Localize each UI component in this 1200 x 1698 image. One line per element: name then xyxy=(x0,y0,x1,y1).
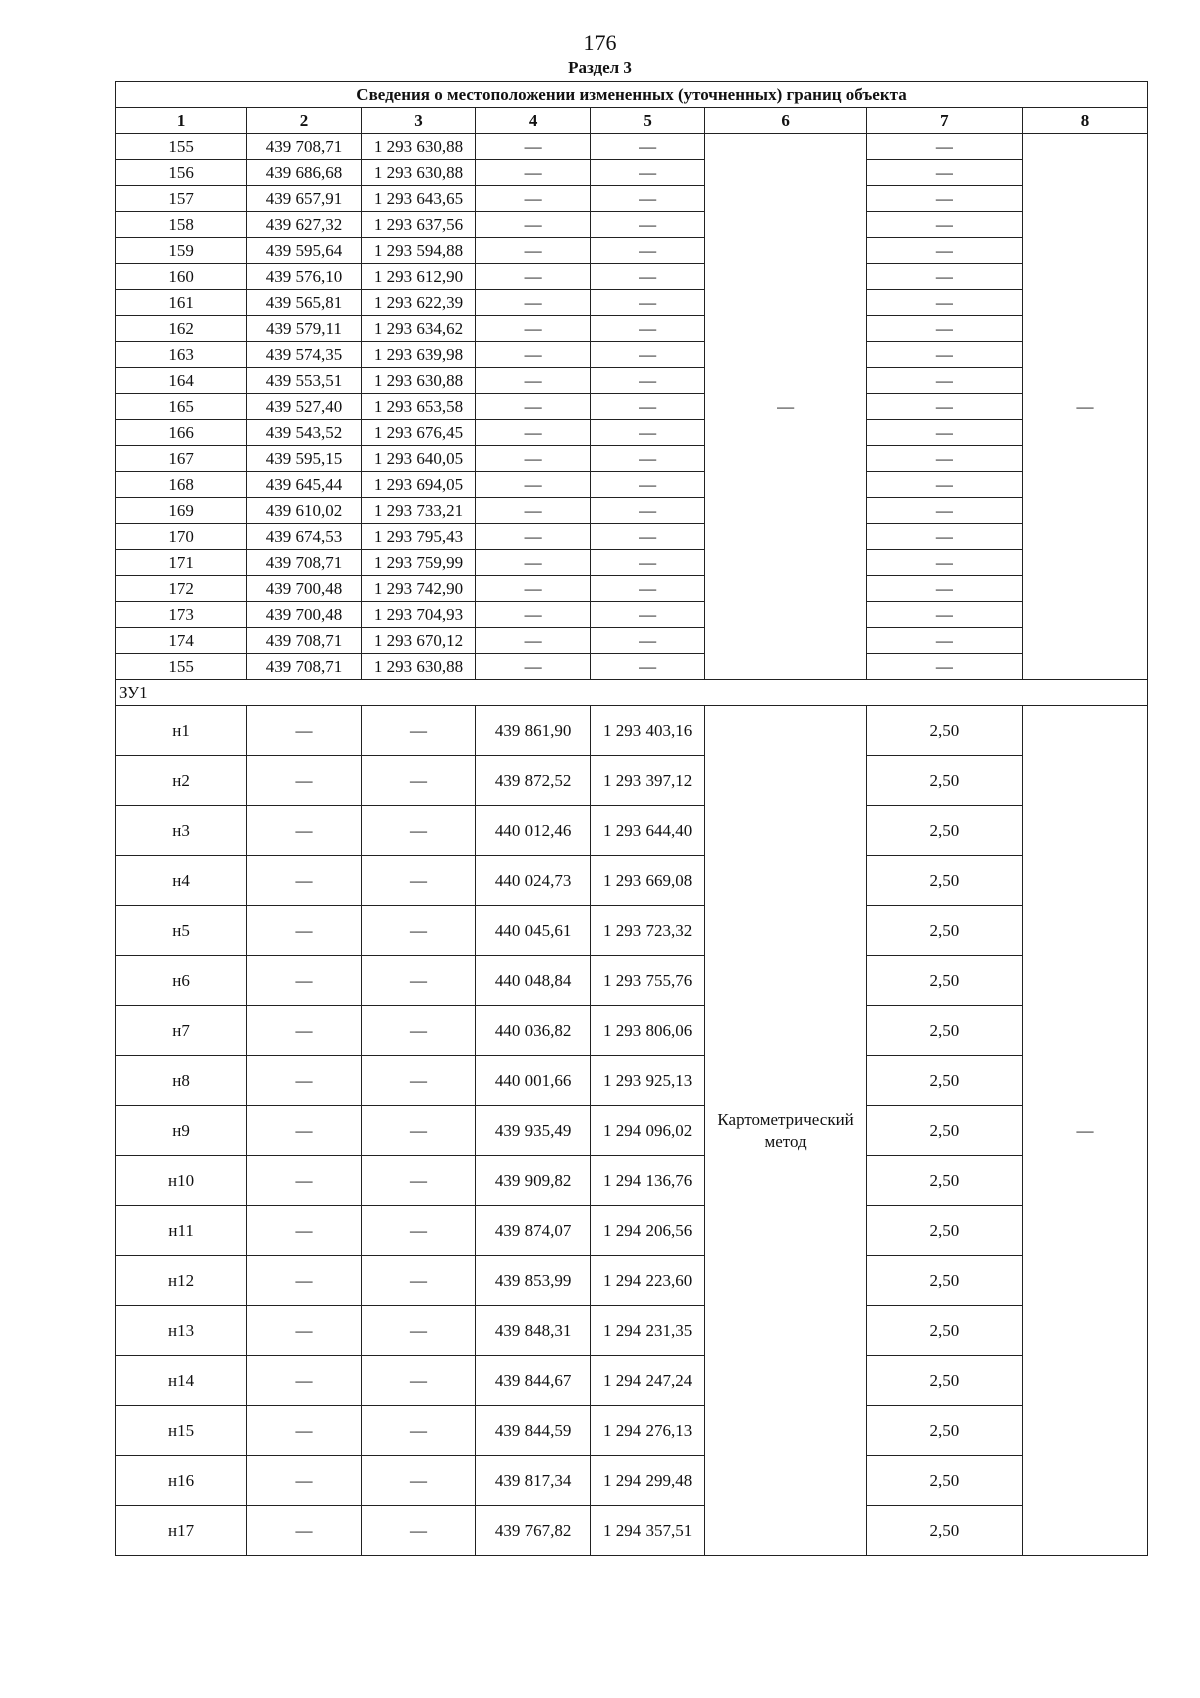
description-cell: — xyxy=(1022,134,1147,680)
point-number-cell: 167 xyxy=(116,446,247,472)
existing-y-cell: 1 293 704,93 xyxy=(361,602,476,628)
existing-x-cell: — xyxy=(247,1456,362,1506)
existing-y-cell: 1 293 630,88 xyxy=(361,654,476,680)
new-x-cell: 439 935,49 xyxy=(476,1106,591,1156)
new-y-cell: 1 293 397,12 xyxy=(590,756,705,806)
accuracy-cell: 2,50 xyxy=(866,1056,1022,1106)
new-y-cell: 1 293 925,13 xyxy=(590,1056,705,1106)
existing-y-cell: — xyxy=(361,1406,476,1456)
new-y-cell: — xyxy=(590,628,705,654)
point-number-cell: н6 xyxy=(116,956,247,1006)
point-number-cell: 164 xyxy=(116,368,247,394)
existing-x-cell: 439 553,51 xyxy=(247,368,362,394)
accuracy-cell: — xyxy=(866,316,1022,342)
column-number: 8 xyxy=(1022,108,1147,134)
table-row xyxy=(116,1006,1148,1056)
new-y-cell: 1 293 669,08 xyxy=(590,856,705,906)
column-number: 1 xyxy=(116,108,247,134)
point-number-cell: н3 xyxy=(116,806,247,856)
table-body xyxy=(116,82,1148,1556)
existing-x-cell: — xyxy=(247,1256,362,1306)
point-number-cell: 168 xyxy=(116,472,247,498)
table-row xyxy=(116,856,1148,906)
new-y-cell: 1 294 357,51 xyxy=(590,1506,705,1556)
new-y-cell: — xyxy=(590,550,705,576)
new-x-cell: — xyxy=(476,394,591,420)
existing-y-cell: 1 293 670,12 xyxy=(361,628,476,654)
existing-x-cell: — xyxy=(247,1506,362,1556)
new-y-cell: — xyxy=(590,264,705,290)
existing-x-cell: — xyxy=(247,856,362,906)
zone-label: ЗУ1 xyxy=(116,680,1148,706)
table-row xyxy=(116,550,1148,576)
accuracy-cell: — xyxy=(866,368,1022,394)
new-y-cell: — xyxy=(590,160,705,186)
new-y-cell: — xyxy=(590,368,705,394)
new-x-cell: — xyxy=(476,550,591,576)
new-x-cell: — xyxy=(476,602,591,628)
existing-y-cell: — xyxy=(361,1206,476,1256)
new-x-cell: 439 844,67 xyxy=(476,1356,591,1406)
existing-y-cell: 1 293 634,62 xyxy=(361,316,476,342)
new-x-cell: — xyxy=(476,498,591,524)
table-row xyxy=(116,472,1148,498)
point-number-cell: н5 xyxy=(116,906,247,956)
accuracy-cell: 2,50 xyxy=(866,1256,1022,1306)
existing-x-cell: 439 543,52 xyxy=(247,420,362,446)
point-number-cell: н14 xyxy=(116,1356,247,1406)
table-row xyxy=(116,906,1148,956)
new-y-cell: — xyxy=(590,524,705,550)
existing-x-cell: 439 527,40 xyxy=(247,394,362,420)
point-number-cell: н9 xyxy=(116,1106,247,1156)
new-x-cell: — xyxy=(476,472,591,498)
existing-y-cell: 1 293 694,05 xyxy=(361,472,476,498)
accuracy-cell: — xyxy=(866,628,1022,654)
accuracy-cell: — xyxy=(866,238,1022,264)
existing-x-cell: 439 700,48 xyxy=(247,576,362,602)
new-x-cell: 439 853,99 xyxy=(476,1256,591,1306)
existing-x-cell: — xyxy=(247,1356,362,1406)
point-number-cell: 155 xyxy=(116,134,247,160)
accuracy-cell: — xyxy=(866,602,1022,628)
existing-y-cell: — xyxy=(361,706,476,756)
existing-y-cell: 1 293 742,90 xyxy=(361,576,476,602)
description-cell: — xyxy=(1022,706,1147,1556)
accuracy-cell: 2,50 xyxy=(866,1306,1022,1356)
new-y-cell: — xyxy=(590,394,705,420)
column-number: 7 xyxy=(866,108,1022,134)
table-row xyxy=(116,160,1148,186)
table-row xyxy=(116,956,1148,1006)
existing-x-cell: — xyxy=(247,1406,362,1456)
new-x-cell: — xyxy=(476,628,591,654)
point-number-cell: 173 xyxy=(116,602,247,628)
new-x-cell: — xyxy=(476,576,591,602)
existing-y-cell: 1 293 630,88 xyxy=(361,160,476,186)
point-number-cell: н13 xyxy=(116,1306,247,1356)
existing-y-cell: — xyxy=(361,1456,476,1506)
method-cell: Картометрический метод xyxy=(705,706,866,1556)
existing-y-cell: 1 293 795,43 xyxy=(361,524,476,550)
table-row xyxy=(116,1456,1148,1506)
accuracy-cell: 2,50 xyxy=(866,856,1022,906)
point-number-cell: н8 xyxy=(116,1056,247,1106)
new-y-cell: 1 293 403,16 xyxy=(590,706,705,756)
point-number-cell: 160 xyxy=(116,264,247,290)
accuracy-cell: 2,50 xyxy=(866,1106,1022,1156)
table-caption: Сведения о местоположении измененных (уточненных) границ объекта xyxy=(116,82,1148,108)
point-number-cell: 166 xyxy=(116,420,247,446)
table-row xyxy=(116,134,1148,160)
accuracy-cell: 2,50 xyxy=(866,906,1022,956)
new-y-cell: 1 294 206,56 xyxy=(590,1206,705,1256)
existing-x-cell: — xyxy=(247,706,362,756)
existing-y-cell: 1 293 640,05 xyxy=(361,446,476,472)
point-number-cell: 158 xyxy=(116,212,247,238)
point-number-cell: 159 xyxy=(116,238,247,264)
new-x-cell: — xyxy=(476,212,591,238)
accuracy-cell: 2,50 xyxy=(866,1506,1022,1556)
accuracy-cell: — xyxy=(866,264,1022,290)
table-row xyxy=(116,706,1148,756)
new-y-cell: — xyxy=(590,134,705,160)
point-number-cell: 169 xyxy=(116,498,247,524)
point-number-cell: 174 xyxy=(116,628,247,654)
existing-x-cell: 439 708,71 xyxy=(247,134,362,160)
new-x-cell: 440 045,61 xyxy=(476,906,591,956)
existing-y-cell: 1 293 653,58 xyxy=(361,394,476,420)
point-number-cell: н2 xyxy=(116,756,247,806)
point-number-cell: н15 xyxy=(116,1406,247,1456)
table-row xyxy=(116,1156,1148,1206)
new-x-cell: — xyxy=(476,316,591,342)
new-y-cell: — xyxy=(590,446,705,472)
new-x-cell: — xyxy=(476,160,591,186)
table-row xyxy=(116,186,1148,212)
point-number-cell: н16 xyxy=(116,1456,247,1506)
existing-x-cell: 439 708,71 xyxy=(247,654,362,680)
new-x-cell: — xyxy=(476,524,591,550)
point-number-cell: 170 xyxy=(116,524,247,550)
new-y-cell: 1 294 247,24 xyxy=(590,1356,705,1406)
existing-y-cell: 1 293 630,88 xyxy=(361,368,476,394)
accuracy-cell: 2,50 xyxy=(866,956,1022,1006)
existing-x-cell: 439 565,81 xyxy=(247,290,362,316)
new-x-cell: 439 844,59 xyxy=(476,1406,591,1456)
point-number-cell: 171 xyxy=(116,550,247,576)
table-row xyxy=(116,628,1148,654)
existing-y-cell: 1 293 622,39 xyxy=(361,290,476,316)
existing-x-cell: — xyxy=(247,1056,362,1106)
table-row xyxy=(116,498,1148,524)
new-y-cell: 1 294 223,60 xyxy=(590,1256,705,1306)
column-number: 6 xyxy=(705,108,866,134)
new-x-cell: 439 874,07 xyxy=(476,1206,591,1256)
table-row xyxy=(116,756,1148,806)
accuracy-cell: — xyxy=(866,342,1022,368)
boundary-table xyxy=(115,81,1148,1556)
existing-x-cell: 439 595,64 xyxy=(247,238,362,264)
table-row xyxy=(116,264,1148,290)
existing-x-cell: — xyxy=(247,756,362,806)
existing-x-cell: 439 686,68 xyxy=(247,160,362,186)
existing-y-cell: 1 293 759,99 xyxy=(361,550,476,576)
existing-y-cell: 1 293 612,90 xyxy=(361,264,476,290)
existing-y-cell: — xyxy=(361,856,476,906)
new-y-cell: — xyxy=(590,186,705,212)
existing-x-cell: — xyxy=(247,1006,362,1056)
accuracy-cell: — xyxy=(866,576,1022,602)
accuracy-cell: — xyxy=(866,186,1022,212)
existing-y-cell: 1 293 733,21 xyxy=(361,498,476,524)
existing-y-cell: — xyxy=(361,906,476,956)
table-row xyxy=(116,1306,1148,1356)
table-row xyxy=(116,576,1148,602)
new-x-cell: — xyxy=(476,238,591,264)
new-x-cell: 439 872,52 xyxy=(476,756,591,806)
zone-row xyxy=(116,680,1148,706)
point-number-cell: н10 xyxy=(116,1156,247,1206)
existing-x-cell: 439 708,71 xyxy=(247,628,362,654)
existing-y-cell: — xyxy=(361,1256,476,1306)
point-number-cell: н1 xyxy=(116,706,247,756)
column-number: 3 xyxy=(361,108,476,134)
new-y-cell: — xyxy=(590,602,705,628)
existing-x-cell: 439 708,71 xyxy=(247,550,362,576)
new-x-cell: 440 001,66 xyxy=(476,1056,591,1106)
new-y-cell: — xyxy=(590,290,705,316)
new-x-cell: — xyxy=(476,368,591,394)
accuracy-cell: — xyxy=(866,420,1022,446)
point-number-cell: н4 xyxy=(116,856,247,906)
existing-y-cell: — xyxy=(361,1156,476,1206)
point-number-cell: н17 xyxy=(116,1506,247,1556)
new-x-cell: — xyxy=(476,446,591,472)
new-x-cell: 440 036,82 xyxy=(476,1006,591,1056)
table-row xyxy=(116,602,1148,628)
point-number-cell: н11 xyxy=(116,1206,247,1256)
accuracy-cell: — xyxy=(866,550,1022,576)
table-row xyxy=(116,290,1148,316)
existing-x-cell: 439 574,35 xyxy=(247,342,362,368)
table-row xyxy=(116,524,1148,550)
point-number-cell: 161 xyxy=(116,290,247,316)
accuracy-cell: — xyxy=(866,446,1022,472)
new-x-cell: — xyxy=(476,134,591,160)
existing-y-cell: 1 293 643,65 xyxy=(361,186,476,212)
point-number-cell: 163 xyxy=(116,342,247,368)
new-y-cell: — xyxy=(590,316,705,342)
table-row xyxy=(116,316,1148,342)
accuracy-cell: 2,50 xyxy=(866,706,1022,756)
new-y-cell: — xyxy=(590,498,705,524)
existing-y-cell: — xyxy=(361,756,476,806)
new-y-cell: 1 293 723,32 xyxy=(590,906,705,956)
new-y-cell: 1 294 096,02 xyxy=(590,1106,705,1156)
existing-x-cell: 439 700,48 xyxy=(247,602,362,628)
existing-x-cell: — xyxy=(247,906,362,956)
existing-x-cell: — xyxy=(247,1156,362,1206)
new-y-cell: — xyxy=(590,576,705,602)
section-title: Раздел 3 xyxy=(568,58,632,77)
accuracy-cell: — xyxy=(866,134,1022,160)
table-row xyxy=(116,1506,1148,1556)
table-row xyxy=(116,1206,1148,1256)
point-number-cell: 155 xyxy=(116,654,247,680)
accuracy-cell: — xyxy=(866,654,1022,680)
existing-x-cell: 439 576,10 xyxy=(247,264,362,290)
existing-x-cell: — xyxy=(247,1206,362,1256)
existing-y-cell: 1 293 637,56 xyxy=(361,212,476,238)
column-number: 2 xyxy=(247,108,362,134)
table-row xyxy=(116,806,1148,856)
table-row xyxy=(116,1106,1148,1156)
table-row xyxy=(116,342,1148,368)
existing-x-cell: 439 645,44 xyxy=(247,472,362,498)
existing-x-cell: 439 627,32 xyxy=(247,212,362,238)
table-row xyxy=(116,1406,1148,1456)
point-number-cell: 165 xyxy=(116,394,247,420)
new-x-cell: — xyxy=(476,186,591,212)
point-number-cell: 172 xyxy=(116,576,247,602)
column-number: 5 xyxy=(590,108,705,134)
new-x-cell: 440 024,73 xyxy=(476,856,591,906)
point-number-cell: 156 xyxy=(116,160,247,186)
accuracy-cell: 2,50 xyxy=(866,1006,1022,1056)
existing-x-cell: 439 610,02 xyxy=(247,498,362,524)
new-y-cell: — xyxy=(590,654,705,680)
accuracy-cell: 2,50 xyxy=(866,1206,1022,1256)
table-row xyxy=(116,238,1148,264)
new-y-cell: 1 294 299,48 xyxy=(590,1456,705,1506)
new-x-cell: 439 817,34 xyxy=(476,1456,591,1506)
existing-y-cell: 1 293 676,45 xyxy=(361,420,476,446)
existing-y-cell: — xyxy=(361,1056,476,1106)
page-number: 176 xyxy=(583,30,617,55)
existing-x-cell: — xyxy=(247,1306,362,1356)
new-x-cell: 440 012,46 xyxy=(476,806,591,856)
point-number-cell: 162 xyxy=(116,316,247,342)
existing-y-cell: — xyxy=(361,956,476,1006)
new-x-cell: — xyxy=(476,420,591,446)
existing-y-cell: — xyxy=(361,1506,476,1556)
existing-y-cell: — xyxy=(361,1006,476,1056)
new-x-cell: — xyxy=(476,342,591,368)
existing-x-cell: 439 579,11 xyxy=(247,316,362,342)
new-x-cell: 439 848,31 xyxy=(476,1306,591,1356)
point-number-cell: 157 xyxy=(116,186,247,212)
table-row xyxy=(116,368,1148,394)
new-x-cell: 440 048,84 xyxy=(476,956,591,1006)
accuracy-cell: — xyxy=(866,290,1022,316)
new-x-cell: 439 767,82 xyxy=(476,1506,591,1556)
existing-y-cell: — xyxy=(361,1306,476,1356)
new-y-cell: 1 294 136,76 xyxy=(590,1156,705,1206)
accuracy-cell: 2,50 xyxy=(866,1156,1022,1206)
table-row xyxy=(116,394,1148,420)
existing-x-cell: — xyxy=(247,956,362,1006)
table-row xyxy=(116,1256,1148,1306)
new-x-cell: — xyxy=(476,654,591,680)
new-y-cell: 1 294 231,35 xyxy=(590,1306,705,1356)
new-x-cell: 439 861,90 xyxy=(476,706,591,756)
new-y-cell: — xyxy=(590,472,705,498)
accuracy-cell: 2,50 xyxy=(866,1456,1022,1506)
accuracy-cell: — xyxy=(866,160,1022,186)
method-cell: — xyxy=(705,134,866,680)
accuracy-cell: — xyxy=(866,524,1022,550)
accuracy-cell: 2,50 xyxy=(866,1406,1022,1456)
existing-x-cell: — xyxy=(247,1106,362,1156)
new-x-cell: 439 909,82 xyxy=(476,1156,591,1206)
new-y-cell: 1 293 806,06 xyxy=(590,1006,705,1056)
new-y-cell: — xyxy=(590,420,705,446)
point-number-cell: н7 xyxy=(116,1006,247,1056)
column-number-row xyxy=(116,108,1148,134)
table-row xyxy=(116,212,1148,238)
existing-y-cell: — xyxy=(361,1356,476,1406)
accuracy-cell: 2,50 xyxy=(866,1356,1022,1406)
accuracy-cell: 2,50 xyxy=(866,756,1022,806)
table-row xyxy=(116,654,1148,680)
new-y-cell: 1 293 644,40 xyxy=(590,806,705,856)
table-row xyxy=(116,420,1148,446)
new-y-cell: — xyxy=(590,238,705,264)
existing-y-cell: 1 293 594,88 xyxy=(361,238,476,264)
accuracy-cell: — xyxy=(866,472,1022,498)
new-x-cell: — xyxy=(476,264,591,290)
new-y-cell: — xyxy=(590,212,705,238)
existing-x-cell: 439 674,53 xyxy=(247,524,362,550)
accuracy-cell: 2,50 xyxy=(866,806,1022,856)
table-row xyxy=(116,446,1148,472)
existing-y-cell: — xyxy=(361,1106,476,1156)
accuracy-cell: — xyxy=(866,498,1022,524)
new-y-cell: 1 293 755,76 xyxy=(590,956,705,1006)
existing-x-cell: 439 657,91 xyxy=(247,186,362,212)
existing-x-cell: — xyxy=(247,806,362,856)
column-number: 4 xyxy=(476,108,591,134)
accuracy-cell: — xyxy=(866,212,1022,238)
table-row xyxy=(116,1056,1148,1106)
new-y-cell: 1 294 276,13 xyxy=(590,1406,705,1456)
existing-y-cell: 1 293 630,88 xyxy=(361,134,476,160)
existing-y-cell: 1 293 639,98 xyxy=(361,342,476,368)
point-number-cell: н12 xyxy=(116,1256,247,1306)
accuracy-cell: — xyxy=(866,394,1022,420)
existing-x-cell: 439 595,15 xyxy=(247,446,362,472)
table-row xyxy=(116,1356,1148,1406)
new-y-cell: — xyxy=(590,342,705,368)
new-x-cell: — xyxy=(476,290,591,316)
existing-y-cell: — xyxy=(361,806,476,856)
